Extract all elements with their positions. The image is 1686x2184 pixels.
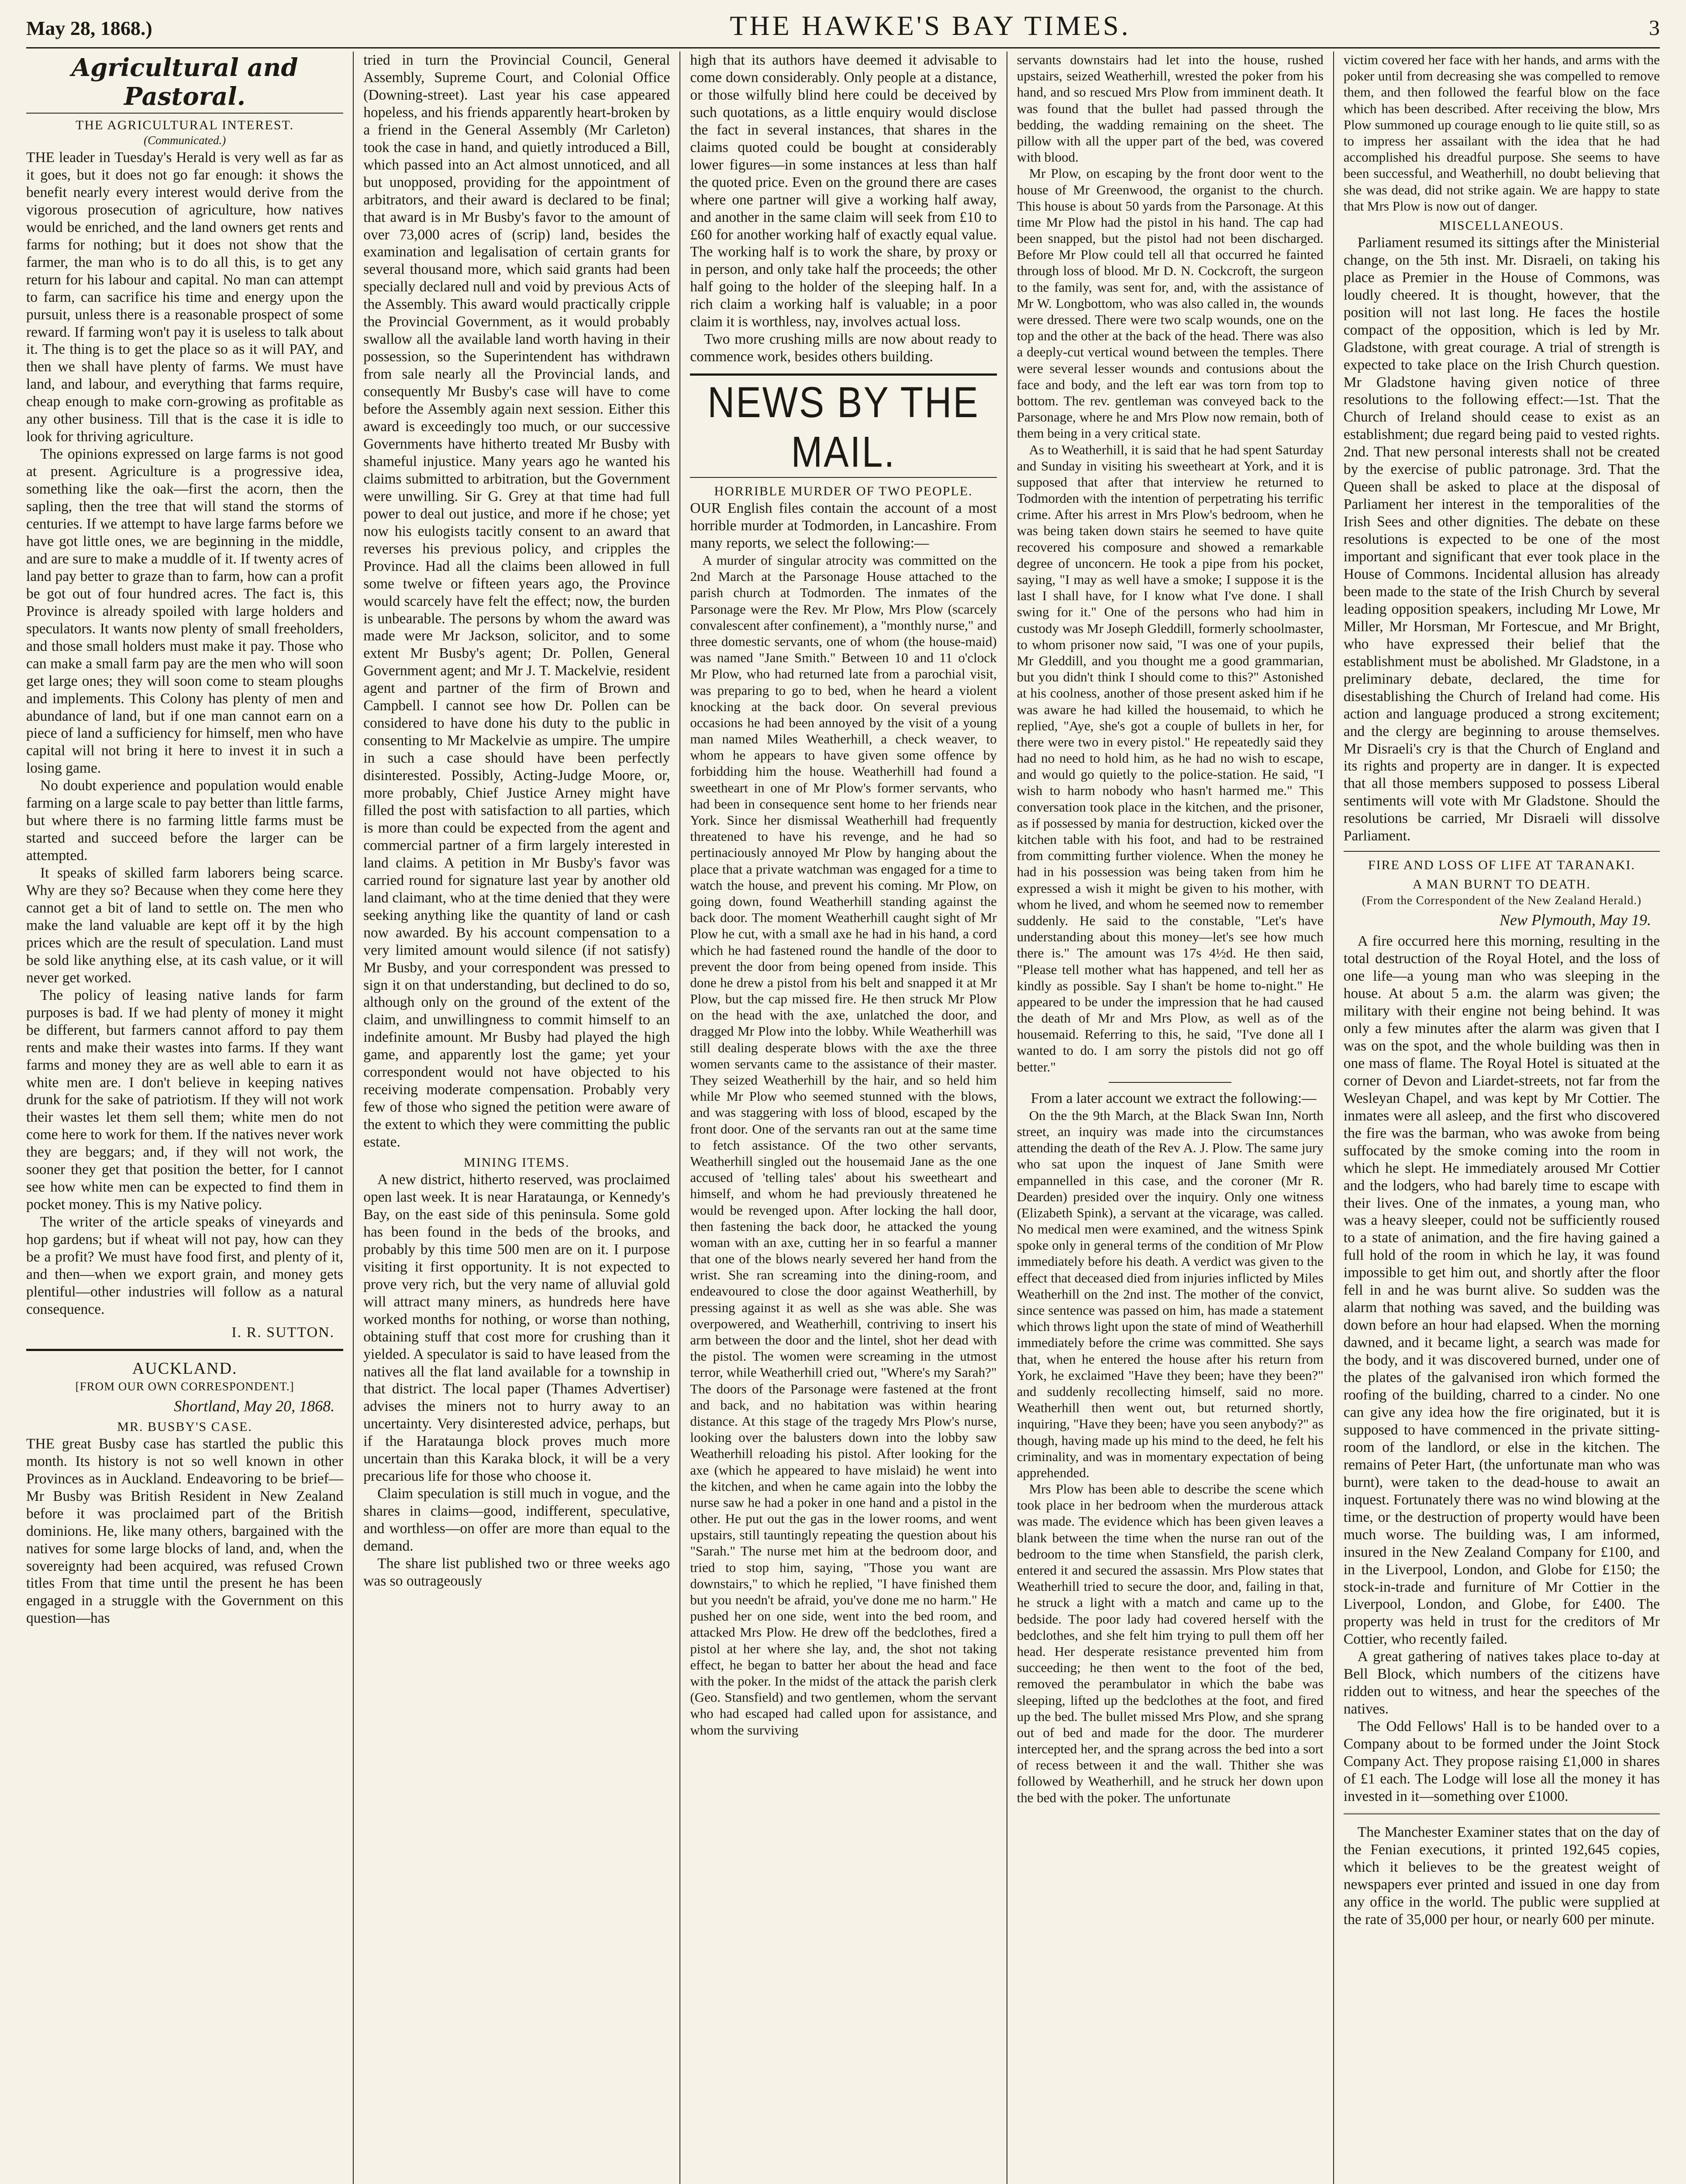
article-paragraph: The Odd Fellows' Hall is to be handed over to a Company about to be formed under the Joint Stock Company Act. They propose raising £1,000 in shares of £1 each. The Lodge will lose all the money it has invested in it—something over £1000. — [1343, 1718, 1660, 1804]
article-paragraph: It speaks of skilled farm laborers being scarce. Why are they so? Because when they come here they cannot get a bit of land to settle on. The men who make the land valuable are kept off it by the high prices which are the result of speculation. Land must be sold like anything else, at its cash value, or it will never get worked. — [26, 865, 344, 986]
dateline: Shortland, May 20, 1868. — [174, 1397, 335, 1415]
signature: I. R. SUTTON. — [231, 1324, 335, 1341]
article-paragraph: As to Weatherhill, it is said that he had spent Saturday and Sunday in visiting his sweetheart at York, and it is supposed that after that interview he returned to Todmorden with the intention of perpetrating his terrific crime. After his arrest in Mrs Plow's bedroom, when he was being taken down stairs he seemed to have quite recovered his composure and showed a remarkable degree of unconcern. He took a pipe from his pocket, saying, "I may as well have a smoke; I suppose it is the last I shall have, for I know what I've done. I shall swing for it." One of the persons who had him in custody was Mr Joseph Gleddill, formerly schoolmaster, to whom prisoner now said, "I was one of your pupils, Mr Gleddill, and you thought me a good grammarian, but you didn't think I should come to this?" Astonished at his coolness, another of those present asked him if he was aware he had killed the housemaid, to which he replied, "Aye, she's got a couple of bullets in her, for there were two in every pistol." He repeatedly said they had no need to hold him, as he had no wish to escape, and would go quietly to the police-station. He said, "I wish to harm nobody who hasn't harmed me." This conversation took place in the kitchen, and the prisoner, as if possessed by mania for destruction, kicked over the kitchen table with his foot, and had to be restrained from committing further violence. When the money he had in his possession was being taken from him he expressed a wish it might be given to his mother, with whom he lived, and whom he seemed now to remember suddenly. He said to the constable, "Let's have understanding about this money—let's see how much there is." The amount was 17s 4½d. He then said, "Please tell mother what has happened, and tell her as kindly as possible. Say I shan't be home to-night." He appeared to be under the impression that he had caused the death of Mr and Mrs Plow, as well as of the housemaid. Referring to this, he said, "I've done all I wanted to do. I am sorry the pistols did not go off better." — [1017, 442, 1324, 1075]
article-intro: OUR English files contain the account of a most horrible murder at Todmorden, in Lancashire. From many reports, we select the following:— — [690, 500, 997, 552]
column-4 — [1007, 52, 1333, 2184]
article-paragraph: The writer of the article speaks of vineyards and hop gardens; but if wheat will not pay, how can they be a profit? We must have food first, and plenty of it, and then—when we export grain, and money gets plentiful—other industries will follow as a natural consequence. — [26, 1214, 344, 1317]
article-heading: FIRE AND LOSS OF LIFE AT TARANAKI. — [1368, 858, 1635, 873]
article-paragraph: tried in turn the Provincial Council, General Assembly, Supreme Court, and Colonial Office (Downing-street). Last year his case appeared hopeless, and his friends apparently heart-broken by a friend in the General Assembly (Mr Carleton) took the case in hand, and quietly introduced a Bill, which passed into an Act almost unnoticed, and all but unopposed, providing for the appointment of arbitrators, and their award is declared to be final; that award is in Mr Busby's favor to the amount of over 73,000 acres of (scrip) land, besides the examination and legalisation of certain grants for several thousand more, which said grants had been specially declared null and void by previous Acts of the Assembly. This award would practically cripple the Provincial Government, as it would probably swallow all the available land worth having in their possession, so the Superintendent has withdrawn from sale nearly all the Provincial lands, and consequently Mr Busby's case will have to come before the Assembly again next session. Either this award is exceedingly too much, or our successive Governments have hitherto treated Mr Busby with shameful injustice. Many years ago he wanted his claims submitted to arbitration, but the Government were unwilling. Sir G. Grey at that time had full power to deal out justice, and more if he chose; yet now his eulogists tacitly consent to an award that reverses his previous policy, and cripples the Province. Had all the claims been allowed in full some twelve or fifteen years ago, the Province would scarcely have felt the effect; now, the burden is unbearable. The persons by whom the award was made were Mr Jackson, solicitor, and to some extent Mr Busby's agent; Dr. Pollen, General Government agent; and Mr J. T. Mackelvie, resident agent and partner of the firm of Brown and Campbell. I cannot see how Dr. Pollen can be considered to have done his duty to the public in consenting to Mr Mackelvie as umpire. The umpire in such a case should have been perfectly disinterested. Possibly, Acting-Judge Moore, or, more probably, Chief Justice Arney might have filled the post with satisfaction to all parties, which is more than could be expected from the agent and commercial partner of a firm largely interested in land claims. A petition in Mr Busby's favor was carried round for signature last year by another old land claimant, who at the time denied that they were seeking anything like the quantity of land or cash now awarded. By his account compensation to a very limited amount would silence (if not satisfy) Mr Busby, and your correspondent was pressed to sign it on that understanding, but declined to do so, although only on the ground of the extent of the claim, and unwillingness to commit himself to an indefinite amount. Mr Busby had played the high game, and apparently lost the game; yet your correspondent would not have objected to his receiving moderate compensation. Probably very few of those who signed the petition were aware of the extent to which they were committing the public estate. — [363, 52, 670, 1151]
article-paragraph: Claim speculation is still much in vogue, and the shares in claims—good, indifferent, speculative, and worthless—on offer are more than equal to the demand. — [363, 1486, 670, 1555]
article-paragraph: high that its authors have deemed it advisable to come down considerably. Only people at a distance, or those wilfully blind here could be deceived by such quotations, as a little enquiry would disclose the fact in several instances, that shares in the claims quoted could be bought at considerably lower figures—in some instances at less than half the quoted price. Even on the ground there are cases where one partner will give a working half away, and another in the same claim will seek from £10 to £60 for another working half of exactly equal value. The working half is to work the share, by proxy or in person, and only take half the proceeds; the other half going to the holder of the sleeping half. In a rich claim a working half is valuable; in a poor claim it is worthless, nay, involves actual loss. — [690, 52, 997, 330]
article-paragraph: victim covered her face with her hands, and arms with the poker until from decreasing she was compelled to remove them, and then followed the fearful blow on the face which has been described. After receiving the blow, Mrs Plow summoned up courage enough to lie quite still, so as to impress her assailant with the idea that he had accomplished his dreadful purpose. She seems to have been successful, and Weatherhill, no doubt believing that she was dead, did not strike again. We are happy to state that Mrs Plow is now out of danger. — [1343, 52, 1660, 214]
column-2 — [353, 52, 679, 2184]
divider — [26, 1349, 343, 1351]
section-heading: Agricultural and Pastoral. — [26, 53, 343, 114]
article-subheading: MINING ITEMS. — [463, 1155, 570, 1170]
article-heading: AUCKLAND. — [132, 1359, 238, 1378]
article-source: [FROM OUR OWN CORRESPONDENT.] — [75, 1379, 294, 1393]
article-paragraph: On the the 9th March, at the Black Swan Inn, North street, an inquiry was made into the circumstances attending the death of the Rev A. J. Plow. The same jury who sat upon the inquest of Jane Smith were empannelled in this case, and the coroner (Mr R. Dearden) presided over the inquiry. Only one witness (Elizabeth Spink), a servant at the vicarage, was called. No medical men were examined, and the witness Spink spoke only in general terms of the condition of Mr Plow immediately before his death. A verdict was given to the effect that deceased died from injuries inflicted by Miles Weatherhill on the 2nd inst. The mother of the convict, since sentence was passed on him, has made a statement which throws light upon the state of mind of Weatherhill immediately before the crime was committed. She says that, when he entered the house after his return from York, he exclaimed "Have they been; have they been?" and suddenly recollecting himself, said no more. Weatherhill then went out, but returned shortly, inquiring, "Have they been; have you seen anybody?" as though, having made up his mind to the deed, he felt his criminality, and was in momentary expectation of being apprehended. — [1017, 1107, 1324, 1480]
divider — [690, 373, 996, 376]
columns — [26, 52, 1660, 2184]
article-paragraph: The opinions expressed on large farms is not good at present. Agriculture is a progressive idea, something like the oak—first the acorn, then the sapling, then the tree that will stand the storms of centuries. If we attempt to have large farms before we have got little ones, we are beginning in the middle, and are sure to make a muddle of it. If twenty acres of land pay better to graze than to farm, how can a profit be got out of four hundred acres. The fact is, this Province is already spoiled with large holders and speculators. It wants now plenty of small freeholders, and those small holders must make it pay. Those who can make a small farm pay are the men who will soon get large ones; they will soon come to steam ploughs and implements. This Colony has plenty of men and abundance of land, but if one man cannot earn on a piece of land a sufficiency for himself, men who have capital will not bring it here to invest it in such a losing game. — [26, 446, 344, 777]
newspaper-title: THE HAWKE'S BAY TIMES. — [730, 10, 1131, 41]
article-paragraph: The share list published two or three weeks ago was so outrageously — [363, 1555, 670, 1589]
column-3 — [679, 52, 1006, 2184]
article-note: (Communicated.) — [143, 134, 226, 147]
article-heading: MISCELLANEOUS. — [1439, 218, 1564, 233]
article-paragraph: THE great Busby case has startled the public this month. Its history is not so well known in other Provinces as in Auckland. Endeavoring to be brief—Mr Busby was British Resident in New Zealand before it was proclaimed part of the British dominions. He, like many others, bargained with the natives for some large blocks of land, and, when the sovereignty had been acquired, was refused Crown titles From that time until the present he has been engaged in a struggle with the Government on this question—has — [26, 1435, 344, 1627]
page-number: 3 — [1649, 15, 1660, 40]
article-paragraph: Parliament resumed its sittings after the Ministerial change, on the 5th inst. Mr. Disraeli, on taking his place as Premier in the House of Commons, was loudly cheered. It is thought, however, that the position will not last long. He faces the hostile compact of the opposition, which is led by Mr. Gladstone, with great courage. A trial of strength is expected to take place on the Irish Church question. Mr Gladstone having given notice of three resolutions to the following effect:—1st. That the Church of Ireland should cease to exist as an establishment; due regard being paid to vested rights. 2nd. That new personal interests shall not be created by the exercise of public patronage. 3rd. That the Queen shall be asked to place at the disposal of Parliament her interest in the temporalities of the Irish Sees and other dignities. The debate on these resolutions is expected to be one of the most important and significant that ever took place in the House of Commons. Incidental allusion has already been made to the state of the Irish Church by several leading opposition speakers, including Mr Lowe, Mr Miller, Mr Horsman, Mr Fortescue, and Mr Bright, who have expressed their belief that the establishment must be abolished. Mr Gladstone, in a preliminary debate, declared, the time for disestablishing the Church of Ireland had come. His action and language produced a strong excitement; and the clergy are beginning to arouse themselves. Mr Disraeli's cry is that the Church of England and its rights and property are in danger. It is expected that all those members supposed to possess Liberal sentiments will vote with Mr Gladstone. Should the resolutions be carried, Mr Disraeli will dissolve Parliament. — [1343, 234, 1660, 844]
column-5 — [1333, 52, 1660, 2184]
dateline: New Plymouth, May 19. — [1500, 911, 1651, 929]
column-1 — [26, 52, 353, 2184]
article-paragraph: The policy of leasing native lands for farm purposes is bad. If we had plenty of money it might be different, but farmers cannot afford to pay them rents and make their wastes into farms. If they want farms and money they are as well able to earn it as white men are. I don't believe in keeping natives drunk for the sake of patriotism. If they will not work their wastes let them sell them; white men do not come here to work for them. If the natives never work they are beggars; and, if they will not work, the sooner they get that position the better, for I cannot see how white men can be expected to find them in pocket money. This is my Native policy. — [26, 987, 344, 1213]
issue-date: May 28, 1868.) — [26, 17, 152, 39]
article-paragraph: The Manchester Examiner states that on the day of the Fenian executions, it printed 192,645 copies, which it believes to be the greatest weight of newspapers ever printed and issued in one day from any office in the world. The public were supplied at the rate of 35,000 per hour, or nearly 600 per minute. — [1343, 1824, 1660, 1928]
article-heading: THE AGRICULTURAL INTEREST. — [76, 118, 294, 132]
divider — [1344, 1813, 1660, 1816]
divider — [1109, 1082, 1231, 1083]
article-paragraph: THE leader in Tuesday's Herald is very well as far as it goes, but it does not go far enough: it shows the benefit nearly every interest would derive from the vigorous prosecution of agriculture, how natives would be enriched, and the land owners get rents and farms for nothing; but it does not show that the farmer, the man who is to do all this, is to get any return for his labour and capital. No man can attempt to farm, can sacrifice his time and energy upon the pursuit, unless there is a reasonable prospect of some reward. If farming won't pay it is useless to talk about it. The thing is to get the place so as it will PAY, and then we shall have plenty of farms. We must have land, and labour, and everything that farms require, cheap enough to make corn-growing as profitable as any other business. Till that is the case it is idle to look for thriving agriculture. — [26, 149, 344, 445]
article-paragraph: A new district, hitherto reserved, was proclaimed open last week. It is near Harataunga, or Kennedy's Bay, on the east side of this peninsula. Some gold has been found in the beds of the brooks, and probably by this time 500 men are on it. I purpose visiting it first opportunity. It is not expected to prove very rich, but the very name of alluvial gold will attract many miners, as hundreds here have worked months for nothing, or worse than nothing, obtaining stuff that cost more for crushing than it yielded. A speculator is said to have leased from the natives all the flat land available for a township in that district. The local paper (Thames Advertiser) advises the miners not to hurry away to an uncertainty. Very disinterested advice, perhaps, but if the Harataunga block proves much more uncertain than this Karaka block, it will be a very precarious life for those who choose it. — [363, 1171, 670, 1485]
masthead — [26, 10, 1660, 48]
article-paragraph: A great gathering of natives takes place to-day at Bell Block, which numbers of the citizens have ridden out to witness, and hear the speeches of the natives. — [1343, 1648, 1660, 1717]
article-paragraph: Two more crushing mills are now about ready to commence work, besides others building. — [690, 331, 997, 365]
article-subheading: A MAN BURNT TO DEATH. — [1412, 877, 1591, 892]
article-paragraph: Mrs Plow has been able to describe the scene which took place in her bedroom when the murderous attack was made. The evidence which has been given leaves a blank between the time when the nurse ran out of the bedroom to the time when Stansfield, the parish clerk, entered it and secured the assassin. Mrs Plow states that Weatherhill tried to secure the door, and, failing in that, he struck a light with a match and came up to the bedside. The poor lady had covered herself with the bedclothes, and she felt him trying to pull them off her head. Her desperate resistance prevented him from succeeding; he then went to the foot of the bed, removed the perambulator in which the babe was sleeping, lifted up the bedclothes at the foot, and fired up the bed. The bullet missed Mrs Plow, and she sprang out of bed and made for the door. The murderer intercepted her, and the sprang across the bed into a sort of recess between it and the wall. Thither she was followed by Weatherhill, and he struck her down upon the bed with the poker. The unfortunate — [1017, 1481, 1324, 1805]
article-paragraph: A murder of singular atrocity was committed on the 2nd March at the Parsonage House attached to the parish church at Todmorden. The inmates of the Parsonage were the Rev. Mr Plow, Mrs Plow (scarcely convalescent after confinement), a "monthly nurse," and three domestic servants, one of whom (the house-maid) was named "Jane Smith." Between 10 and 11 o'clock Mr Plow, who had returned late from a parochial visit, was preparing to go to bed, when he heard a violent knocking at the back door. On several previous occasions he had been annoyed by the visit of a young man named Miles Weatherhill, a check weaver, to whom he appears to have given some offence by forbidding him the house. Weatherhill had found a sweetheart in one of Mr Plow's former servants, who had been in consequence sent home to her friends near York. Since her dismissal Weatherhill had frequently threatened to have his revenge, and he had so pertinaciously annoyed Mr Plow by hanging about the place that a private watchman was engaged for a time to watch the house, and prevent his coming. Mr Plow, on going down, found Weatherhill standing against the back door. The moment Weatherhill caught sight of Mr Plow he cut, with a small axe he had in his hand, a cord which he had fastened round the handle of the door to prevent the door from being opened from inside. This done he drew a pistol from his belt and snapped it at Mr Plow, but the cap missed fire. He then struck Mr Plow on the head with the axe, unlatched the door, and dragged Mr Plow into the lobby. While Weatherhill was still dealing desperate blows with the axe the three women servants came to the assistance of their master. They seized Weatherhill by the hair, and so held him while Mr Plow who seemed stunned with the blows, and was staggering with loss of blood, escaped by the front door. One of the servants ran out at the same time to fetch assistance. Of the two other servants, Weatherhill singled out the housemaid Jane as the one accused of 'telling tales' about his sweetheart and himself, and whom he had previously threatened he would be revenged upon. After locking the hall door, then fastening the back door, he attacked the young woman with an axe, cutting her in so fearful a manner that one of the blows nearly severed her hand from the wrist. She ran screaming into the dining-room, and endeavoured to close the door against Weatherhill, by pressing against it as well as she was able. She was overpowered, and Weatherhill, contriving to insert his arm between the door and the lintel, shot her dead with the pistol. The women were screaming in the utmost terror, while Weatherhill cried out, "Where's my Sarah?" The doors of the Parsonage were fastened at the front and back, and no habitation was within hearing distance. At this stage of the tragedy Mrs Plow's nurse, looking over the balusters down into the lobby saw Weatherhill reloading his pistol. After looking for the axe (which he appeared to have mislaid) he went into the kitchen, and when he came again into the lobby the nurse saw he had a poker in one hand and a pistol in the other. He put out the gas in the lower rooms, and went upstairs, still tauntingly repeating the question about his "Sarah." The nurse met him at the bedroom door, and tried to stop him, saying, "Those you want are downstairs," to which he replied, "I have finished them but you needn't be afraid, you've done me no harm." He pushed her on one side, went into the bed room, and attacked Mrs Plow. He drew off the bedclothes, fired a pistol at her where she lay, and, the shot not taking effect, he began to batter her about the head and face with the poker. In the midst of the attack the parish clerk (Geo. Stansfield) and two gentlemen, whom the servant who had escaped had called upon for assistance, and whom the surviving — [690, 553, 997, 1738]
article-paragraph: No doubt experience and population would enable farming on a large scale to pay better than little farms, but where there is no farming little farms must be started and succeed before the larger can be attempted. — [26, 778, 344, 864]
article-subheading: MR. BUSBY'S CASE. — [117, 1419, 252, 1434]
article-source: (From the Correspondent of the New Zealand Herald.) — [1362, 894, 1642, 907]
article-heading: HORRIBLE MURDER OF TWO PEOPLE. — [714, 484, 973, 499]
article-paragraph: Mr Plow, on escaping by the front door went to the house of Mr Greenwood, the organist to the church. This house is about 50 yards from the Parsonage. At this time Mr Plow had the pistol in his hand. The cap had been snapped, but the pistol had not been discharged. Before Mr Plow could tell all that occurred he fainted through loss of blood. Mr D. N. Cockcroft, the surgeon to the family, was sent for, and, with the assistance of Mr W. Longbottom, who was also called in, the wounds were dressed. There were two scalp wounds, one on the top and the other at the back of the head. There was also a deeply-cut vertical wound between the temples. There were several lesser wounds and contusions about the face and body, and the left ear was torn from top to bottom. The rev. gentleman was conveyed back to the Parsonage, where he and Mrs Plow now remain, both of them being in a very critical state. — [1017, 166, 1324, 441]
divider — [1344, 851, 1660, 852]
news-by-mail-heading: NEWS BY THE MAIL. — [707, 378, 979, 477]
article-paragraph: A fire occurred here this morning, resulting in the total destruction of the Royal Hotel, and the loss of one life—a young man who was sleeping in the house. At about 5 a.m. the alarm was given; the military with their engine not being behind. It was only a few minutes after the alarm was given that I was on the spot, and the whole building was then in one mass of flame. The Royal Hotel is situated at the corner of Devon and Liardet-streets, not far from the Wesleyan Chapel, and was kept by Mr Cottier. The inmates were all asleep, and the first who discovered the fire was the barman, who was awoke from being suffocated by the smoke coming into the room in which he slept. He immediately aroused Mr Cottier and the lodgers, who had barely time to escape with their lives. One of the inmates, a young man, who was a heavy sleeper, could not be sufficiently roused to a state of animation, and the fire having gained a full hold of the room in which he lay, it was found impossible to get him out, and shortly after the floor fell in and he was burnt alive. So sudden was the alarm that nothing was saved, and the building was down before an hour had elapsed. When the morning dawned, and it became light, a search was made for the body, and it was discovered burned, under one of the plates of the galvanised iron which formed the roofing of the building, charred to a cinder. No one can give any idea how the fire originated, but it is supposed to have commenced in the private sitting-room of the landlord, or else in the kitchen. The remains of Peter Hart, (the unfortunate man who was burnt), were taken to the dead-house to await an inquest. Fortunately there was no wind blowing at the time, or the destruction of property would have been much worse. The building was, I am informed, insured in the New Zealand Company for £100, and in the Liverpool, London, and Globe for £150; the stock-in-trade and furniture of Mr Cottier in the Liverpool, London, and Globe, for £400. The property was held in trust for the creditors of Mr Cottier, who recently failed. — [1343, 933, 1660, 1648]
article-paragraph: servants downstairs had let into the house, rushed upstairs, seized Weatherhill, wrested the poker from his hand, and so rescued Mrs Plow from imminent death. It was found that the bullet had passed through the bedding, the wadding remaining on the sheet. The pillow with all the upper part of the bed, was covered with blood. — [1017, 52, 1324, 165]
article-paragraph: From a later account we extract the following:— — [1031, 1090, 1317, 1106]
